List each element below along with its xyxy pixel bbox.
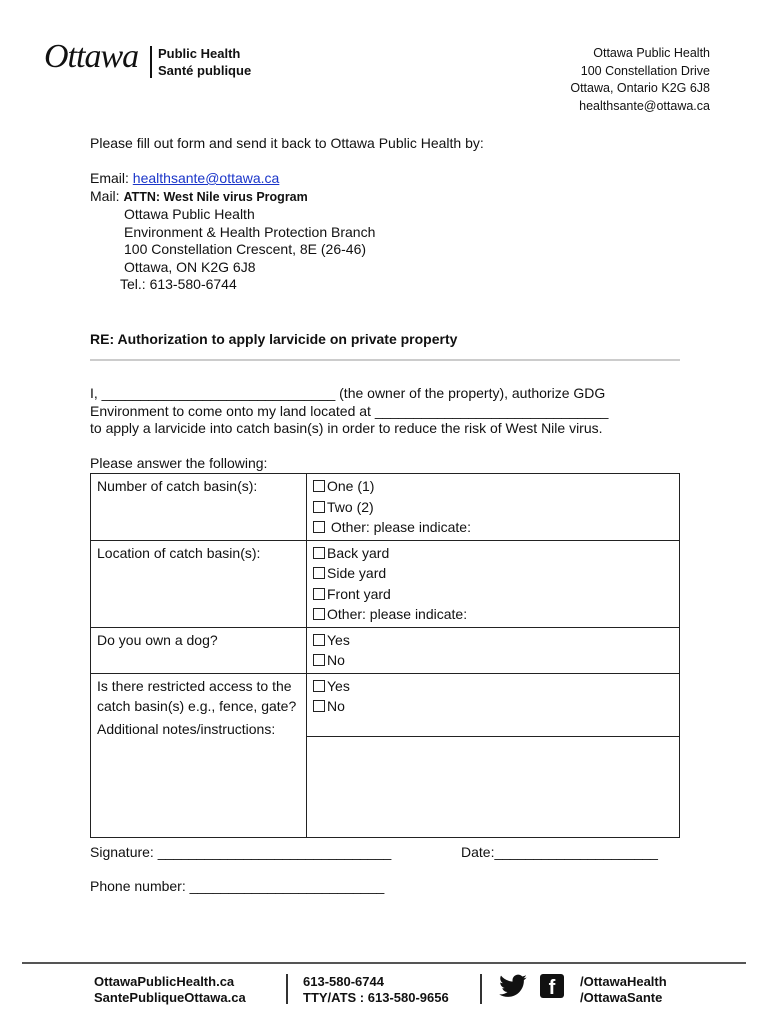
mail-attn: ATTN: West Nile virus Program [123,189,308,204]
phone-line[interactable]: Phone number: _________________________ [90,878,385,894]
re-heading: RE: Authorization to apply larvicide on private property [90,331,458,347]
footer-handle-fr[interactable]: /OttawaSante [580,990,663,1005]
footer-phones [303,974,449,1006]
footer-site-en[interactable]: OttawaPublicHealth.ca [94,974,235,989]
logo-sante-publique: Santé publique [158,63,252,78]
option[interactable] [313,584,673,605]
answer-prompt: Please answer the following: [90,455,268,471]
checkbox-icon[interactable] [313,547,325,559]
question-cell: Number of catch basin(s): [91,474,307,541]
footer-divider [22,962,746,964]
footer-site-fr[interactable]: SantePubliqueOttawa.ca [94,990,246,1005]
checkbox-icon[interactable] [313,567,325,579]
notes-field[interactable] [307,736,679,837]
address-line: Ottawa, Ontario K2G 6J8 [570,81,710,95]
table-row [91,673,680,837]
footer-separator [480,974,482,1004]
auth-line: I, ______________________________ (the owner of the property), authorize GDG [90,385,606,401]
address-line: Ottawa Public Health [593,46,710,60]
option-label: Yes [327,631,350,648]
question-cell: Location of catch basin(s): [91,540,307,627]
option-label: Two (2) [327,498,374,515]
auth-line: Environment to come onto my land located at ______________________________ [90,402,609,419]
questions-table [90,473,680,838]
option-label: Yes [327,677,350,694]
table-row [91,540,680,627]
option[interactable] [313,676,673,697]
footer-phone: 613-580-6744 [303,974,384,989]
question-cell [91,673,307,837]
ottawa-public-health-logo [44,36,264,82]
checkbox-icon[interactable] [313,634,325,646]
checkbox-icon[interactable] [313,680,325,692]
answer-cell [307,474,680,541]
table-row [91,474,680,541]
footer-social-handles [580,974,667,1006]
question-cell: Do you own a dog? [91,627,307,673]
option[interactable] [313,476,673,497]
authorization-paragraph [90,385,690,438]
option[interactable] [313,630,673,651]
option-label: Other: please indicate: [327,606,468,622]
header-address [570,45,710,115]
option[interactable] [313,563,673,584]
checkbox-icon[interactable] [313,700,325,712]
option[interactable] [313,650,673,671]
mail-label: Mail: [90,187,124,204]
answer-options [307,674,679,736]
option[interactable] [313,543,673,564]
mail-address-line: Ottawa Public Health [124,206,255,222]
footer-separator [286,974,288,1004]
option-label: Side yard [327,565,387,581]
checkbox-icon[interactable] [313,608,325,620]
option[interactable] [313,517,673,538]
signature-line[interactable]: Signature: ______________________________ [90,844,392,860]
option-label: No [327,652,345,668]
question-text: Additional notes/instructions: [97,720,276,737]
checkbox-icon[interactable] [313,588,325,600]
auth-line: to apply a larvicide into catch basin(s) in order to reduce the risk of West Nile virus. [90,420,603,436]
option-label: Other: please indicate: [327,519,471,535]
mail-block [90,170,650,294]
option-label: No [327,698,345,714]
mail-address-line: Ottawa, ON K2G 6J8 [124,258,256,275]
option-label: Back yard [327,544,390,561]
option[interactable] [313,696,673,717]
footer-tty: TTY/ATS : 613-580-9656 [303,990,449,1005]
answer-cell [307,540,680,627]
logo-public-health: Public Health [158,46,241,61]
mail-line [90,188,650,207]
option[interactable] [313,604,673,625]
option[interactable] [313,497,673,518]
checkbox-icon[interactable] [313,480,325,492]
divider [90,359,680,361]
tel-line: Tel.: 613-580-6744 [120,276,237,292]
address-line: healthsante@ottawa.ca [579,98,710,113]
email-line [90,170,650,188]
footer-handle-en[interactable]: /OttawaHealth [580,974,667,989]
checkbox-icon[interactable] [313,654,325,666]
logo-divider [150,46,152,78]
facebook-icon[interactable]: f [540,974,564,998]
email-link[interactable]: healthsante@ottawa.ca [132,170,280,186]
answer-cell [307,627,680,673]
intro-text: Please fill out form and send it back to Ottawa Public Health by: [90,135,484,151]
option-label: Front yard [327,585,391,602]
answer-cell [307,673,680,837]
email-label: Email: [90,170,133,186]
checkbox-icon[interactable] [313,501,325,513]
footer-websites [94,974,246,1006]
mail-address-line: 100 Constellation Crescent, 8E (26-46) [124,241,367,257]
option-label: One (1) [327,478,375,494]
address-line: 100 Constellation Drive [580,63,710,78]
logo-word: Ottawa [44,38,139,75]
table-row [91,627,680,673]
date-line[interactable]: Date:_____________________ [461,844,658,860]
question-text: Is there restricted access to the catch basin(s) e.g., fence, gate? [97,677,297,714]
mail-address-line: Environment & Health Protection Branch [124,223,376,240]
twitter-icon[interactable] [498,974,528,1003]
checkbox-icon[interactable] [313,521,325,533]
